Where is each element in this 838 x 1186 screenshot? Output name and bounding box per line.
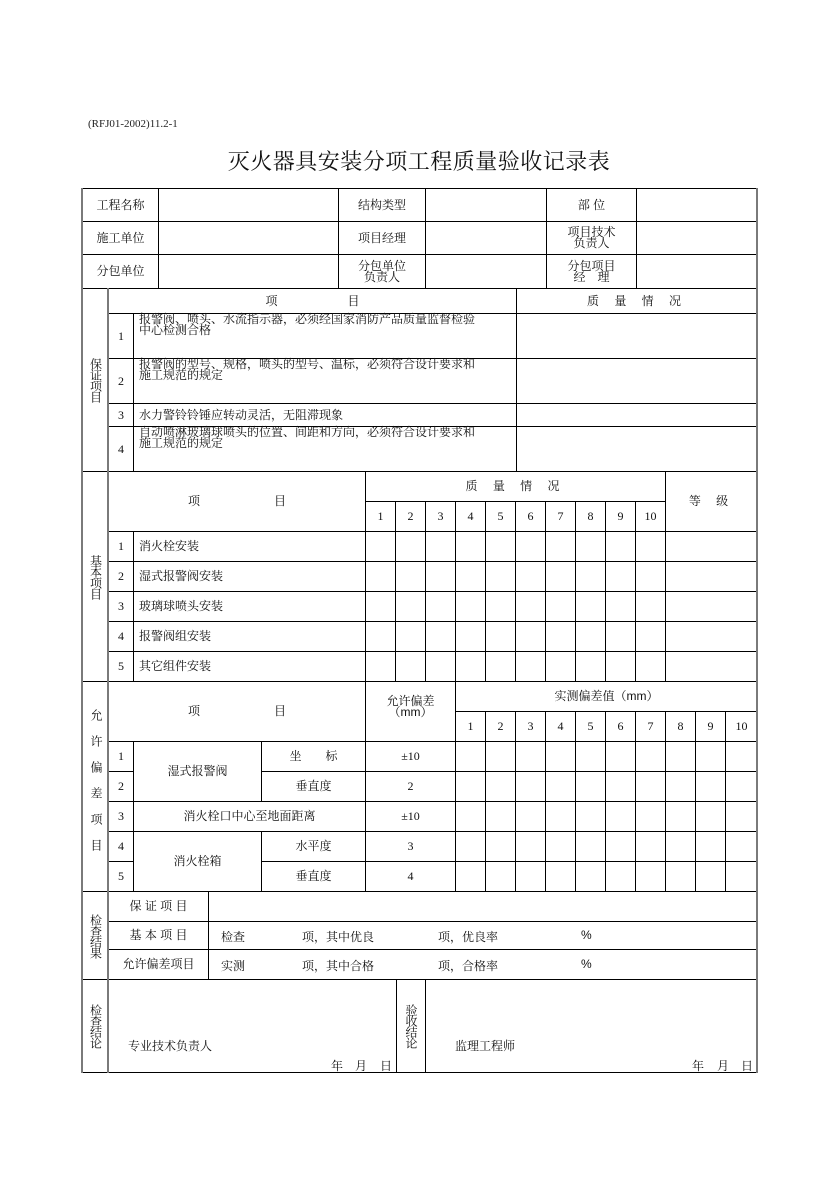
sub-manager-label-line2: 经 理	[573, 269, 610, 284]
project-name-value	[158, 188, 339, 222]
measured-deviation-cell	[485, 831, 516, 862]
tolerance-col-number: 5	[575, 711, 606, 742]
date-day-label: 日	[380, 1059, 393, 1073]
measured-deviation-cell	[605, 771, 636, 802]
measured-deviation-cell	[575, 801, 606, 832]
measured-deviation-cell	[665, 861, 696, 892]
location-label: 部 位	[546, 188, 637, 222]
page-title: 灭火器具安装分项工程质量验收记录表	[227, 149, 611, 174]
basic-grade-header: 等 级	[665, 471, 758, 532]
measured-deviation-cell	[515, 741, 546, 772]
measured-deviation-cell	[575, 861, 606, 892]
check-results-row-label: 允许偏差项目	[108, 949, 209, 980]
basic-quality-cell	[455, 651, 486, 682]
basic-quality-cell	[425, 651, 456, 682]
basic-quality-cell	[425, 531, 456, 562]
measured-deviation-cell	[695, 831, 726, 862]
measured-deviation-cell	[485, 771, 516, 802]
tolerance-item-header	[108, 681, 366, 742]
basic-col-number: 9	[605, 501, 636, 532]
measured-deviation-cell	[695, 741, 726, 772]
qualified-rate-label: 项，合格率	[438, 959, 499, 973]
allowed-deviation-header-line1: 允许偏差	[386, 694, 435, 708]
basic-quality-cell	[515, 651, 546, 682]
measured-count-label: 实测	[221, 959, 246, 973]
guarantee-row-text	[133, 358, 517, 404]
item-header-a: 项	[187, 704, 200, 718]
basic-quality-cell	[635, 531, 666, 562]
subcontractor-value	[158, 254, 339, 289]
basic-item-header	[108, 471, 366, 532]
structure-type-label: 结构类型	[338, 188, 426, 222]
basic-quality-cell	[605, 531, 636, 562]
guarantee-row-quality	[516, 426, 758, 472]
construction-unit-value	[158, 221, 339, 255]
measured-deviation-cell	[455, 741, 486, 772]
basic-quality-cell	[575, 561, 606, 592]
measured-deviation-cell	[635, 741, 666, 772]
tolerance-group-label: 消火栓箱	[133, 831, 262, 892]
date-year-label: 年	[692, 1059, 705, 1073]
item-header-a: 项	[187, 494, 200, 508]
accept-conclusion-body	[425, 979, 758, 1073]
guarantee-item-header	[108, 288, 517, 314]
basic-quality-cell	[545, 531, 576, 562]
check-results-row-label: 基 本 项 目	[108, 921, 209, 950]
tolerance-row-sub: 垂直度	[261, 861, 366, 892]
guarantee-row-text-line: 中心检测合格	[139, 323, 212, 337]
basic-quality-cell	[545, 561, 576, 592]
basic-quality-cell	[605, 621, 636, 652]
project-manager-value	[425, 221, 547, 255]
guarantee-row-no: 2	[108, 358, 134, 404]
basic-quality-cell	[575, 591, 606, 622]
basic-quality-cell	[515, 531, 546, 562]
basic-quality-cell	[485, 561, 516, 592]
measured-deviation-cell	[605, 861, 636, 892]
basic-quality-cell	[575, 531, 606, 562]
structure-type-value	[425, 188, 547, 222]
measured-deviation-cell	[545, 741, 576, 772]
tolerance-row-allowed: 2	[365, 771, 456, 802]
supervisor-signer-label: 监理工程师	[455, 1039, 516, 1053]
tolerance-col-number: 9	[695, 711, 726, 742]
basic-section-label-cell	[82, 471, 109, 682]
excellent-rate-label: 项，优良率	[438, 930, 499, 944]
qualified-count-label: 项，其中合格	[302, 959, 375, 973]
basic-col-number: 8	[575, 501, 606, 532]
section-label-divider	[107, 288, 109, 1073]
measured-deviation-header: 实测偏差值（mm）	[455, 681, 758, 712]
basic-col-number: 10	[635, 501, 666, 532]
project-manager-label: 项目经理	[338, 221, 426, 255]
project-name-label: 工程名称	[82, 188, 159, 222]
basic-row-text: 湿式报警阀安装	[133, 561, 366, 592]
basic-row-text: 报警阀组安装	[133, 621, 366, 652]
measured-deviation-cell	[605, 741, 636, 772]
basic-quality-cell	[485, 651, 516, 682]
basic-row-text: 玻璃球喷头安装	[133, 591, 366, 622]
basic-quality-cell	[605, 591, 636, 622]
basic-row-text: 消火栓安装	[133, 531, 366, 562]
basic-quality-cell	[455, 621, 486, 652]
item-header-a: 项	[265, 293, 278, 308]
tolerance-row-sub: 垂直度	[261, 771, 366, 802]
sub-lead-value	[425, 254, 547, 289]
sub-lead-label-line1: 分包单位	[357, 258, 406, 273]
basic-quality-cell	[485, 621, 516, 652]
measured-deviation-cell	[575, 741, 606, 772]
tech-lead-value	[636, 221, 758, 255]
measured-deviation-cell	[725, 741, 758, 772]
measured-deviation-cell	[725, 861, 758, 892]
basic-quality-cell	[515, 621, 546, 652]
basic-quality-cell	[515, 591, 546, 622]
subcontractor-label: 分包单位	[82, 254, 159, 289]
tolerance-row-no: 1	[108, 741, 134, 772]
tolerance-row-sub: 坐 标	[261, 741, 366, 772]
check-conclusion-body	[108, 979, 397, 1073]
sub-manager-value	[636, 254, 758, 289]
guarantee-row-text	[133, 403, 517, 427]
basic-quality-cell	[365, 561, 396, 592]
basic-quality-cell	[605, 561, 636, 592]
basic-quality-cell	[635, 651, 666, 682]
guarantee-row-text-line: 报警阀的型号、规格，喷头的型号、温标，必须符合设计要求和	[139, 357, 476, 371]
measured-deviation-cell	[545, 771, 576, 802]
check-results-row-value	[208, 891, 758, 922]
measured-deviation-cell	[515, 801, 546, 832]
basic-grade-cell	[665, 561, 758, 592]
guarantee-row-no: 1	[108, 313, 134, 359]
allowed-deviation-header-line2: （mm）	[388, 705, 433, 719]
basic-quality-cell	[635, 591, 666, 622]
tolerance-row-no: 4	[108, 831, 134, 862]
measured-deviation-cell	[545, 831, 576, 862]
tolerance-row-allowed: 4	[365, 861, 456, 892]
guarantee-row-text-line: 报警阀、喷头、水流指示器，必须经国家消防产品质量监督检验	[139, 312, 476, 326]
basic-quality-cell	[485, 591, 516, 622]
basic-grade-cell	[665, 591, 758, 622]
measured-deviation-cell	[635, 861, 666, 892]
measured-deviation-cell	[515, 771, 546, 802]
sub-manager-label-line1: 分包项目	[567, 258, 616, 273]
tolerance-row-no: 3	[108, 801, 134, 832]
date-day-label: 日	[741, 1059, 754, 1073]
guarantee-row-quality	[516, 313, 758, 359]
tolerance-row-item: 消火栓口中心至地面距离	[133, 801, 366, 832]
table-border-left	[81, 188, 83, 1073]
tech-lead-label	[546, 221, 637, 255]
tolerance-col-number: 4	[545, 711, 576, 742]
basic-col-number: 6	[515, 501, 546, 532]
measured-deviation-cell	[665, 741, 696, 772]
measured-deviation-cell	[455, 771, 486, 802]
basic-quality-cell	[365, 651, 396, 682]
measured-deviation-cell	[635, 771, 666, 802]
tech-lead-signer-label: 专业技术负责人	[128, 1039, 213, 1053]
basic-row-no: 5	[108, 651, 134, 682]
item-header-b: 目	[274, 494, 287, 508]
basic-quality-cell	[425, 621, 456, 652]
tolerance-row-allowed: ±10	[365, 741, 456, 772]
basic-quality-cell	[425, 591, 456, 622]
basic-quality-cell	[455, 591, 486, 622]
guarantee-row-no: 3	[108, 403, 134, 427]
check-results-section-label-cell	[82, 891, 109, 980]
basic-quality-cell	[545, 591, 576, 622]
tolerance-row-sub: 水平度	[261, 831, 366, 862]
guarantee-row-text	[133, 313, 517, 359]
check-count-label: 检查	[221, 930, 246, 944]
basic-row-no: 2	[108, 561, 134, 592]
tolerance-row-allowed: 3	[365, 831, 456, 862]
tech-lead-label-line1: 项目技术	[567, 225, 616, 239]
tolerance-section-label-cell	[82, 681, 109, 892]
guarantee-row-text-line: 水力警铃铃锤应转动灵活，无阻滞现象	[139, 407, 344, 422]
measured-deviation-cell	[635, 801, 666, 832]
basic-quality-cell	[605, 651, 636, 682]
accept-conclusion-label: 验收结论	[404, 1004, 418, 1048]
basic-col-number: 1	[365, 501, 396, 532]
measured-deviation-cell	[545, 801, 576, 832]
tolerance-col-number: 3	[515, 711, 546, 742]
measured-deviation-cell	[695, 861, 726, 892]
basic-col-number: 5	[485, 501, 516, 532]
guarantee-quality-header: 质 量 情 况	[516, 288, 758, 314]
basic-grade-cell	[665, 621, 758, 652]
guarantee-row-text	[133, 426, 517, 472]
tolerance-section-label: 允许偏差项目	[89, 708, 103, 865]
basic-quality-cell	[515, 561, 546, 592]
basic-quality-cell	[635, 621, 666, 652]
check-conclusion-label-cell	[82, 979, 109, 1073]
measured-deviation-cell	[665, 831, 696, 862]
guarantee-row-text-line: 自动喷淋玻璃球喷头的位置、间距和方向，必须符合设计要求和	[139, 425, 476, 439]
allowed-deviation-header	[365, 681, 456, 742]
location-value	[636, 188, 758, 222]
basic-quality-cell	[635, 561, 666, 592]
basic-quality-cell	[395, 591, 426, 622]
measured-deviation-cell	[575, 831, 606, 862]
check-results-row-label: 保 证 项 目	[108, 891, 209, 922]
basic-quality-cell	[365, 591, 396, 622]
guarantee-row-text-line: 施工规范的规定	[139, 436, 224, 450]
measured-deviation-cell	[635, 831, 666, 862]
guarantee-section-label: 保证项目	[88, 358, 103, 402]
measured-deviation-cell	[485, 801, 516, 832]
basic-col-number: 7	[545, 501, 576, 532]
measured-deviation-cell	[725, 771, 758, 802]
measured-deviation-cell	[665, 771, 696, 802]
basic-quality-cell	[395, 531, 426, 562]
item-header-b: 目	[274, 704, 287, 718]
guarantee-row-text-line: 施工规范的规定	[139, 368, 224, 382]
sub-manager-label	[546, 254, 637, 289]
measured-deviation-cell	[485, 741, 516, 772]
measured-deviation-cell	[455, 801, 486, 832]
measured-deviation-cell	[695, 771, 726, 802]
basic-row-no: 4	[108, 621, 134, 652]
measured-deviation-cell	[725, 801, 758, 832]
sub-lead-label-line2: 负责人	[363, 269, 400, 284]
tolerance-row-no: 5	[108, 861, 134, 892]
basic-quality-cell	[395, 621, 426, 652]
measured-deviation-cell	[605, 801, 636, 832]
tolerance-col-number: 7	[635, 711, 666, 742]
tolerance-row-no: 2	[108, 771, 134, 802]
table-border-right	[756, 188, 758, 1073]
check-results-section-label: 检查结果	[88, 913, 103, 958]
tolerance-row-allowed: ±10	[365, 801, 456, 832]
basic-section-label: 基本项目	[88, 554, 103, 599]
tech-lead-label-line2: 负责人	[573, 236, 610, 250]
basic-quality-cell	[545, 651, 576, 682]
basic-quality-cell	[395, 561, 426, 592]
basic-row-no: 3	[108, 591, 134, 622]
measured-deviation-cell	[725, 831, 758, 862]
tolerance-group-label: 湿式报警阀	[133, 741, 262, 802]
percent-sign: %	[581, 928, 592, 942]
form-code: (RFJ01-2002)11.2-1	[88, 118, 178, 130]
measured-deviation-cell	[515, 831, 546, 862]
guarantee-row-quality	[516, 358, 758, 404]
guarantee-section-label-cell	[82, 288, 109, 472]
basic-col-number: 2	[395, 501, 426, 532]
tolerance-col-number: 1	[455, 711, 486, 742]
guarantee-row-quality	[516, 403, 758, 427]
sub-lead-label	[338, 254, 426, 289]
basic-quality-cell	[455, 531, 486, 562]
measured-deviation-cell	[605, 831, 636, 862]
check-conclusion-label: 检查结论	[88, 1004, 103, 1048]
basic-quality-cell	[545, 621, 576, 652]
accept-conclusion-label-cell	[396, 979, 426, 1073]
construction-unit-label: 施工单位	[82, 221, 159, 255]
measured-deviation-cell	[515, 861, 546, 892]
percent-sign: %	[581, 957, 592, 971]
measured-deviation-cell	[455, 861, 486, 892]
date-month-label: 月	[717, 1059, 730, 1073]
basic-quality-header: 质 量 情 况	[365, 471, 666, 502]
basic-col-number: 3	[425, 501, 456, 532]
excellent-count-label: 项，其中优良	[302, 930, 375, 944]
item-header-b: 目	[347, 293, 360, 308]
basic-grade-cell	[665, 531, 758, 562]
basic-quality-cell	[365, 621, 396, 652]
measured-deviation-cell	[545, 861, 576, 892]
basic-quality-cell	[455, 561, 486, 592]
basic-quality-cell	[575, 621, 606, 652]
basic-quality-cell	[365, 531, 396, 562]
guarantee-row-no: 4	[108, 426, 134, 472]
measured-deviation-cell	[665, 801, 696, 832]
measured-deviation-cell	[695, 801, 726, 832]
basic-quality-cell	[575, 651, 606, 682]
date-year-label: 年	[331, 1059, 344, 1073]
measured-deviation-cell	[455, 831, 486, 862]
tolerance-col-number: 10	[725, 711, 758, 742]
basic-quality-cell	[425, 561, 456, 592]
tolerance-col-number: 2	[485, 711, 516, 742]
basic-quality-cell	[485, 531, 516, 562]
basic-grade-cell	[665, 651, 758, 682]
date-month-label: 月	[355, 1059, 368, 1073]
basic-row-no: 1	[108, 531, 134, 562]
basic-row-text: 其它组件安装	[133, 651, 366, 682]
measured-deviation-cell	[485, 861, 516, 892]
basic-quality-cell	[395, 651, 426, 682]
measured-deviation-cell	[575, 771, 606, 802]
tolerance-col-number: 6	[605, 711, 636, 742]
tolerance-col-number: 8	[665, 711, 696, 742]
basic-col-number: 4	[455, 501, 486, 532]
